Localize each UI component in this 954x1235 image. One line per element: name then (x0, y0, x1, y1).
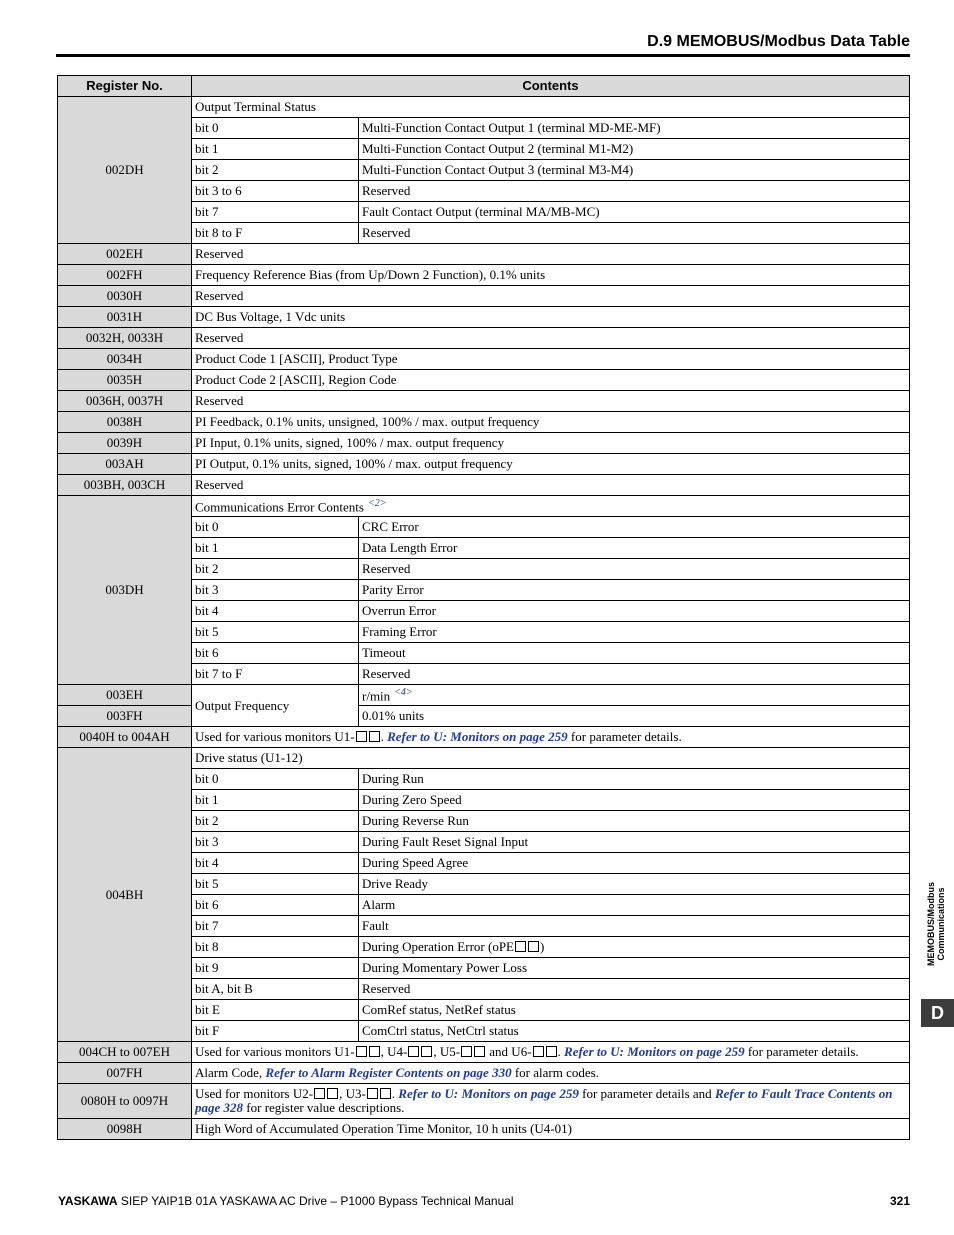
register-number: 0039H (58, 433, 192, 454)
bit-description (359, 622, 910, 643)
table-row (58, 685, 910, 706)
placeholder-box-icon (474, 1046, 485, 1057)
bit-description-text: Multi-Function Contact Output 1 (terminal MD-ME-MF) (362, 120, 661, 135)
bit-description (359, 580, 910, 601)
bit-description-text: Reserved (362, 183, 411, 198)
bit-description (359, 1021, 910, 1042)
placeholder-box-icon (408, 1046, 419, 1057)
bit-description-text: Multi-Function Contact Output 2 (terminal M1-M2) (362, 141, 634, 156)
bit-label: bit 2 (192, 811, 359, 832)
bit-description-text: During Reverse Run (362, 813, 469, 828)
table-row (58, 727, 910, 748)
side-tab (922, 872, 948, 984)
bit-description-text: Timeout (362, 645, 406, 660)
placeholder-box-icon (421, 1046, 432, 1057)
table-row (58, 496, 910, 517)
text-segment: Alarm Code, (195, 1065, 266, 1080)
table-row (58, 391, 910, 412)
bit-label: bit 7 to F (192, 664, 359, 685)
bit-description (359, 181, 910, 202)
text-segment: for alarm codes. (511, 1065, 599, 1080)
bit-label: bit 7 (192, 202, 359, 223)
table-row (58, 370, 910, 391)
table-row (58, 1042, 910, 1063)
table-row (58, 1063, 910, 1084)
placeholder-box-icon (533, 1046, 544, 1057)
register-number: 002EH (58, 244, 192, 265)
table-row (58, 412, 910, 433)
row-contents (359, 685, 910, 706)
bit-label: bit 4 (192, 601, 359, 622)
table-row (58, 1084, 910, 1119)
text-segment: for register value descriptions. (243, 1100, 405, 1115)
placeholder-box-icon (461, 1046, 472, 1057)
text-segment: ) (540, 939, 545, 954)
section-title: D.9 MEMOBUS/Modbus Data Table (647, 33, 910, 50)
register-number: 002DH (58, 97, 192, 244)
bit-label: bit 1 (192, 790, 359, 811)
placeholder-box-icon (356, 1046, 367, 1057)
row-contents: PI Feedback, 0.1% units, unsigned, 100% / max. output frequency (192, 412, 910, 433)
register-number: 0080H to 0097H (58, 1084, 192, 1119)
text-segment: . (391, 1086, 399, 1101)
bit-description-text: CRC Error (362, 519, 419, 534)
bit-description (359, 202, 910, 223)
bit-description-text: Fault (362, 918, 389, 933)
table-row (58, 454, 910, 475)
bit-label: bit 8 to F (192, 223, 359, 244)
bit-label: bit 1 (192, 139, 359, 160)
bit-label: bit 8 (192, 937, 359, 958)
row-contents: Frequency Reference Bias (from Up/Down 2 Function), 0.1% units (192, 265, 910, 286)
footer (58, 1194, 514, 1208)
register-number: 003EH (58, 685, 192, 706)
data-table (57, 75, 910, 1140)
bit-label: bit F (192, 1021, 359, 1042)
bit-label: bit A, bit B (192, 979, 359, 1000)
bit-description (359, 769, 910, 790)
bit-description (359, 790, 910, 811)
output-frequency-label: Output Frequency (192, 685, 359, 727)
block-title (192, 748, 910, 769)
text-segment: Used for monitors U2- (195, 1086, 314, 1101)
bit-description-text: During Fault Reset Signal Input (362, 834, 529, 849)
bit-description-text: During Zero Speed (362, 792, 462, 807)
block-title-text: Drive status (U1-12) (195, 750, 303, 765)
bit-description (359, 874, 910, 895)
cross-reference-link[interactable]: Refer to Alarm Register Contents on page 330 (265, 1065, 512, 1080)
register-number: 0031H (58, 307, 192, 328)
block-title-text: Communications Error Contents (195, 499, 364, 515)
col-header-register: Register No. (58, 76, 192, 97)
table-row (58, 475, 910, 496)
register-number: 0030H (58, 286, 192, 307)
table-row (58, 433, 910, 454)
placeholder-box-icon (515, 941, 526, 952)
footnote-ref[interactable]: <4> (394, 687, 413, 699)
bit-description-text: Reserved (362, 561, 411, 576)
row-contents: Reserved (192, 328, 910, 349)
bit-label: bit 3 (192, 832, 359, 853)
text-segment: for parameter details and (578, 1086, 715, 1101)
bit-label: bit 6 (192, 895, 359, 916)
text-segment: , U4- (380, 1044, 408, 1059)
table-row (58, 706, 910, 727)
bit-label: bit 2 (192, 160, 359, 181)
bit-description (359, 979, 910, 1000)
row-contents: Reserved (192, 475, 910, 496)
bit-description (359, 853, 910, 874)
footer-brand: YASKAWA (58, 1194, 118, 1208)
bit-description-text: Data Length Error (362, 540, 458, 555)
bit-description (359, 643, 910, 664)
register-number: 003AH (58, 454, 192, 475)
table-row (58, 97, 910, 118)
register-number: 0038H (58, 412, 192, 433)
register-number: 002FH (58, 265, 192, 286)
text-segment: , U3- (339, 1086, 366, 1101)
row-contents: Reserved (192, 391, 910, 412)
register-number: 004CH to 007EH (58, 1042, 192, 1063)
table-row (58, 328, 910, 349)
table-row (58, 244, 910, 265)
text-segment: Used for various monitors U1- (195, 729, 355, 744)
register-number: 0034H (58, 349, 192, 370)
page-number: 321 (889, 1194, 910, 1208)
placeholder-box-icon (314, 1088, 325, 1099)
bit-description (359, 958, 910, 979)
register-number: 0098H (58, 1119, 192, 1140)
bit-label: bit 5 (192, 622, 359, 643)
bit-label: bit 3 to 6 (192, 181, 359, 202)
bit-label: bit 4 (192, 853, 359, 874)
text-segment: for parameter details. (567, 729, 682, 744)
bit-description-text: Fault Contact Output (terminal MA/MB-MC) (362, 204, 600, 219)
bit-description (359, 832, 910, 853)
placeholder-box-icon (546, 1046, 557, 1057)
block-title-text: Output Terminal Status (195, 99, 316, 114)
bit-description (359, 811, 910, 832)
bit-label: bit 0 (192, 769, 359, 790)
bit-label: bit 0 (192, 118, 359, 139)
cross-reference-link[interactable]: Refer to U: Monitors on page 259 (398, 1086, 579, 1101)
placeholder-box-icon (528, 941, 539, 952)
bit-description (359, 916, 910, 937)
row-contents (192, 1042, 910, 1063)
text-segment: for parameter details. (744, 1044, 859, 1059)
row-contents: PI Input, 0.1% units, signed, 100% / max. output frequency (192, 433, 910, 454)
row-contents: Reserved (192, 244, 910, 265)
bit-description-text: During Operation Error (oPE (362, 939, 514, 954)
bit-description-text: Overrun Error (362, 603, 436, 618)
text-segment: and U6- (486, 1044, 532, 1059)
bit-label: bit 1 (192, 538, 359, 559)
col-header-contents: Contents (192, 76, 910, 97)
placeholder-box-icon (327, 1088, 338, 1099)
bit-label: bit E (192, 1000, 359, 1021)
side-tab-line2: Communications (936, 887, 946, 961)
cross-reference-link[interactable]: Refer to U: Monitors on page 259 (564, 1044, 745, 1059)
register-number: 003BH, 003CH (58, 475, 192, 496)
bit-description (359, 538, 910, 559)
bit-description-text: Reserved (362, 666, 411, 681)
cross-reference-link[interactable]: Refer to Fault Trace Contents on page 328 (195, 1086, 893, 1115)
bit-label: bit 3 (192, 580, 359, 601)
block-title (192, 496, 910, 517)
bit-label: bit 5 (192, 874, 359, 895)
row-contents (192, 727, 910, 748)
table-row (58, 1119, 910, 1140)
cross-reference-link[interactable]: Refer to U: Monitors on page 259 (387, 729, 568, 744)
bit-description-text: Parity Error (362, 582, 424, 597)
placeholder-box-icon (367, 1088, 378, 1099)
bit-description (359, 664, 910, 685)
register-number: 0032H, 0033H (58, 328, 192, 349)
placeholder-box-icon (369, 1046, 380, 1057)
bit-description-text: During Speed Agree (362, 855, 469, 870)
register-number: 004BH (58, 748, 192, 1042)
text-segment: r/min (362, 688, 391, 704)
bit-description (359, 1000, 910, 1021)
bit-label: bit 9 (192, 958, 359, 979)
footer-text: SIEP YAIP1B 01A YASKAWA AC Drive – P1000 Bypass Technical Manual (117, 1194, 514, 1208)
bit-description (359, 160, 910, 181)
bit-description-text: Reserved (362, 225, 411, 240)
text-segment: . (557, 1044, 565, 1059)
row-contents (192, 1084, 910, 1119)
row-contents: Product Code 1 [ASCII], Product Type (192, 349, 910, 370)
table-row (58, 748, 910, 769)
bit-description (359, 223, 910, 244)
block-title (192, 97, 910, 118)
row-contents: 0.01% units (359, 706, 910, 727)
register-number: 0035H (58, 370, 192, 391)
row-contents: High Word of Accumulated Operation Time Monitor, 10 h units (U4-01) (192, 1119, 910, 1140)
placeholder-box-icon (369, 731, 380, 742)
bit-description-text: During Run (362, 771, 424, 786)
register-number: 007FH (58, 1063, 192, 1084)
bit-label: bit 6 (192, 643, 359, 664)
bit-description (359, 118, 910, 139)
bit-description (359, 895, 910, 916)
table-row (58, 349, 910, 370)
bit-label: bit 0 (192, 517, 359, 538)
bit-description-text: Multi-Function Contact Output 3 (terminal M3-M4) (362, 162, 634, 177)
placeholder-box-icon (380, 1088, 391, 1099)
register-number: 0036H, 0037H (58, 391, 192, 412)
row-contents: DC Bus Voltage, 1 Vdc units (192, 307, 910, 328)
bit-description-text: Alarm (362, 897, 396, 912)
table-row (58, 307, 910, 328)
bit-description (359, 937, 910, 958)
row-contents: PI Output, 0.1% units, signed, 100% / max. output frequency (192, 454, 910, 475)
register-number: 003FH (58, 706, 192, 727)
register-number: 003DH (58, 496, 192, 685)
bit-description (359, 517, 910, 538)
bit-description-text: ComCtrl status, NetCtrl status (362, 1023, 519, 1038)
text-segment: Used for various monitors U1- (195, 1044, 355, 1059)
row-contents: Reserved (192, 286, 910, 307)
bit-description-text: Framing Error (362, 624, 437, 639)
row-contents (192, 1063, 910, 1084)
table-row (58, 286, 910, 307)
bit-description-text: Reserved (362, 981, 411, 996)
bit-description-text: ComRef status, NetRef status (362, 1002, 516, 1017)
bit-description-text: During Momentary Power Loss (362, 960, 528, 975)
appendix-letter-tab: D (921, 999, 954, 1027)
bit-description (359, 601, 910, 622)
bit-description-text: Drive Ready (362, 876, 429, 891)
bit-description (359, 139, 910, 160)
row-contents: Product Code 2 [ASCII], Region Code (192, 370, 910, 391)
register-number: 0040H to 004AH (58, 727, 192, 748)
footnote-ref[interactable]: <2> (367, 498, 387, 510)
table-row (58, 265, 910, 286)
text-segment: , U5- (433, 1044, 461, 1059)
placeholder-box-icon (356, 731, 367, 742)
text-segment: . (380, 729, 388, 744)
side-tab-line1: MEMOBUS/Modbus (926, 882, 936, 966)
bit-label: bit 7 (192, 916, 359, 937)
bit-label: bit 2 (192, 559, 359, 580)
header-rule (56, 54, 910, 57)
bit-description (359, 559, 910, 580)
